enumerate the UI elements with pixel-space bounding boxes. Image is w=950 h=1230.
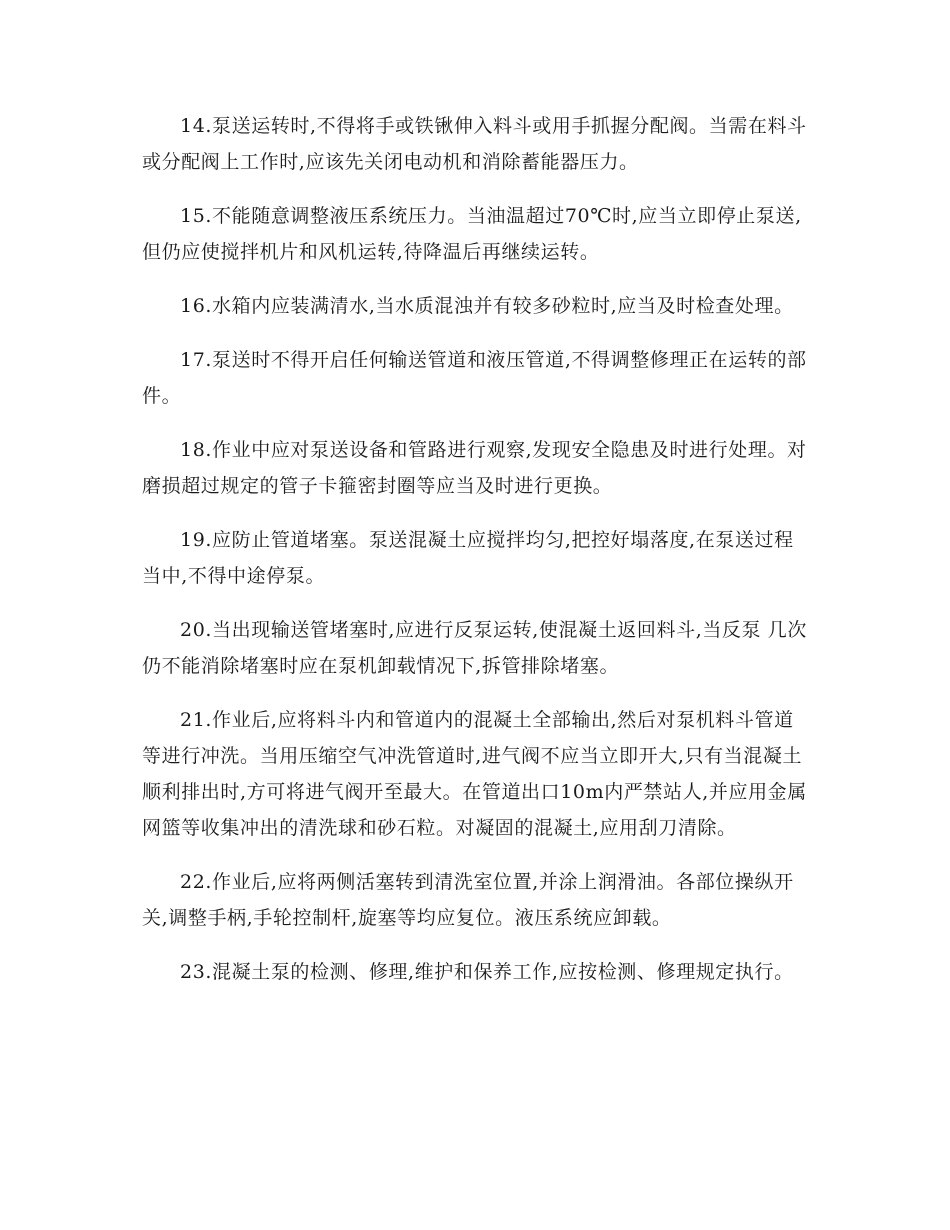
paragraph-21: 21.作业后,应将料斗内和管道内的混凝土全部输出,然后对泵机料斗管道等进行冲洗。当用压缩空气冲洗管道时,进气阀不应当立即开大,只有当混凝土顺利排出时,方可将进气阀开至最大。在管道出口10m内严禁站人,并应用金属网篮等收集冲出的清洗球和砂石粒。对凝固的混凝土,应用刮刀清除。 [142,709,807,839]
document-body [142,108,810,1008]
paragraph-22: 22.作业后,应将两侧活塞转到清洗室位置,并涂上润滑油。各部位操纵开关,调整手柄,手轮控制杆,旋塞等均应复位。液压系统应卸载。 [142,871,794,929]
paragraph-19: 19.应防止管道堵塞。泵送混凝土应搅拌均匀,把控好塌落度,在泵送过程当中,不得中途停泵。 [142,529,794,587]
paragraph-16: 16.水箱内应装满清水,当水质混浊并有较多砂粒时,应当及时检查处理。 [180,295,794,317]
paragraph-20: 20.当出现输送管堵塞时,应进行反泵运转,使混凝土返回料斗,当反泵 几次仍不能消除堵塞时应在泵机卸载情况下,拆管排除堵塞。 [142,619,807,677]
paragraph-17: 17.泵送时不得开启任何输送管道和液压管道,不得调整修理正在运转的部件。 [142,349,807,407]
paragraph-15: 15.不能随意调整液压系统压力。当油温超过70℃时,应当立即停止泵送,但仍应使搅拌机片和风机运转,待降温后再继续运转。 [142,205,802,263]
paragraph-23: 23.混凝土泵的检测、修理,维护和保养工作,应按检测、修理规定执行。 [180,961,794,983]
paragraph-14: 14.泵送运转时,不得将手或铁锹伸入料斗或用手抓握分配阀。当需在料斗或分配阀上工作时,应该先关闭电动机和消除蓄能器压力。 [142,115,807,173]
paragraph-18: 18.作业中应对泵送设备和管路进行观察,发现安全隐患及时进行处理。对磨损超过规定的管子卡箍密封圈等应当及时进行更换。 [142,439,807,497]
